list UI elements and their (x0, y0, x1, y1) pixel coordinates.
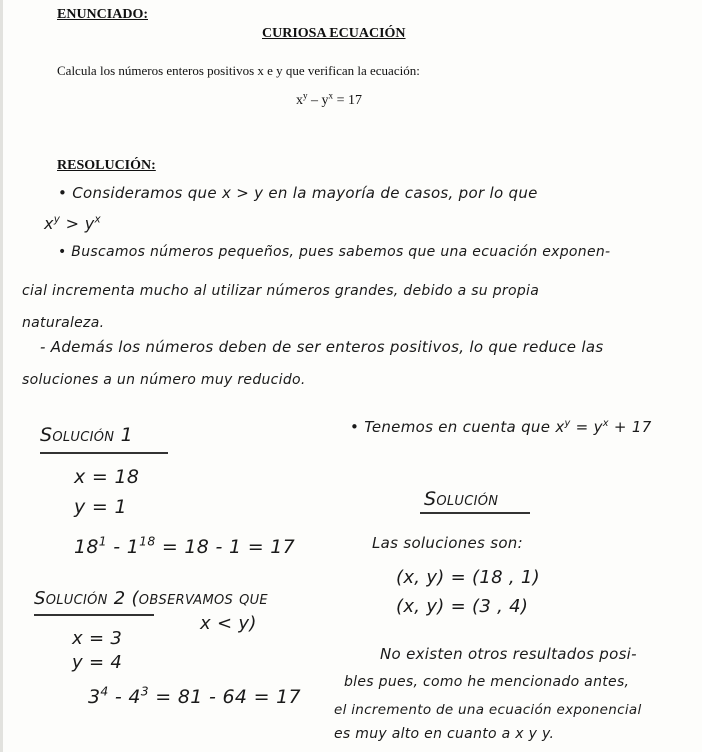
solution-1-underline (40, 452, 168, 454)
conclusion-text-3: el incremento de una ecuación exponencial (334, 702, 642, 718)
conclusion-pair-1: (x, y) = (18 , 1) (396, 567, 540, 588)
solution-1-heading: Solución 1 (40, 424, 134, 446)
page-edge (0, 0, 3, 752)
solution-2-x: x = 3 (72, 628, 123, 649)
conclusion-text-1: No existen otros resultados posi- (380, 645, 637, 663)
solution-1-x: x = 18 (74, 466, 140, 488)
reasoning-line-5: - Además los números deben de ser enteros positivos, lo que reduce las (40, 338, 604, 356)
solution-2-underline (34, 614, 154, 616)
problem-statement: Calcula los números enteros positivos x e y que verifican la ecuación: (57, 63, 420, 78)
conclusion-heading: Solución (424, 488, 499, 510)
solution-2-heading: Solución 2 (observamos que (34, 588, 268, 609)
solution-2-y: y = 4 (72, 652, 123, 673)
conclusion-pair-2: (x, y) = (3 , 4) (396, 596, 529, 617)
conclusion-text-4: es muy alto en cuanto a x y y. (334, 726, 555, 742)
reasoning-line-4: naturaleza. (22, 315, 105, 331)
enunciado-label: ENUNCIADO: (57, 7, 148, 22)
solution-2-condition: x < y) (200, 613, 257, 634)
solution-1-y: y = 1 (74, 496, 127, 518)
problem-title: CURIOSA ECUACIÓN (262, 26, 406, 41)
problem-equation: $x^y - y^x = 17$ (296, 90, 362, 108)
reasoning-line-1: • Consideramos que x > y en la mayoría de casos, por lo que (58, 184, 538, 202)
conclusion-intro: Las soluciones son: (372, 534, 523, 552)
solution-1-check: $18^1 - 1^{18} = 18 - 1 = 17$ (74, 534, 296, 558)
note-equation: • Tenemos en cuenta que $x^y = y^x + 17$ (350, 418, 652, 436)
solution-2-check: $3^4 - 4^3 = 81 - 64 = 17$ (88, 684, 301, 708)
conclusion-underline (420, 512, 530, 514)
resolucion-label: RESOLUCIÓN: (57, 158, 156, 173)
reasoning-line-6: soluciones a un número muy reducido. (22, 372, 306, 388)
reasoning-inequality: $x^y > y^x$ (44, 213, 101, 233)
reasoning-line-3: cial incrementa mucho al utilizar números grandes, debido a su propia (22, 283, 540, 299)
conclusion-text-2: bles pues, como he mencionado antes, (344, 674, 630, 690)
reasoning-line-2: • Buscamos números pequeños, pues sabemos que una ecuación exponen- (58, 244, 611, 260)
